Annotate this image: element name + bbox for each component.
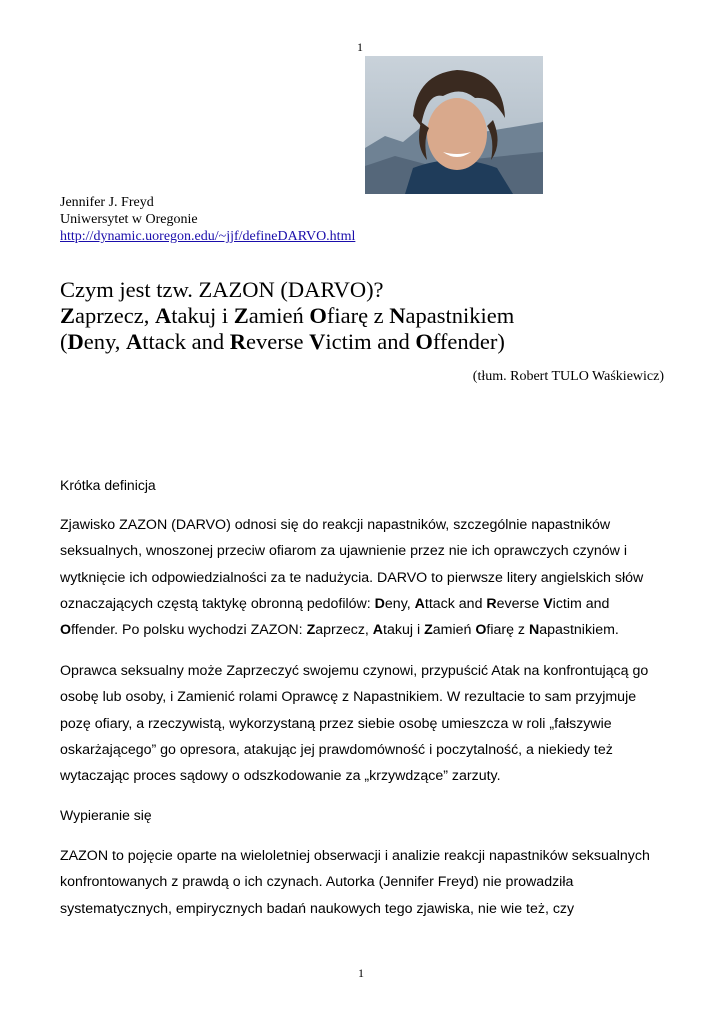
title-line-2-segment-text: amień — [248, 303, 310, 328]
zazon-segment-text: apastnikiem. — [539, 622, 619, 639]
title-line-3-segment-text: everse — [246, 329, 310, 354]
document-title — [60, 277, 514, 355]
paragraph-definition — [60, 512, 666, 643]
title-line-3-segment-initial: D — [67, 329, 84, 354]
author-photo — [365, 56, 543, 194]
title-line-3-segment-initial: R — [229, 329, 246, 354]
title-line-2-segment-text: aprzecz, — [75, 303, 155, 328]
title-line-1: Czym jest tzw. ZAZON (DARVO)? — [60, 277, 384, 302]
title-line-3-segment-initial: A — [126, 329, 143, 354]
title-line-2-segment-text: fiarę z — [326, 303, 390, 328]
title-line-2-segment-initial: Z — [60, 303, 76, 328]
title-line-2-segment-text: apastnikiem — [405, 303, 515, 328]
title-line-2-segment-initial: O — [309, 303, 327, 328]
paragraph-offender-reaction: Oprawca seksualny może Zaprzeczyć swojemu czynowi, przypuścić Atak na konfrontującą go osobę lub osoby, i Zamienić rolami Oprawcę z Napastnikiem. W rezultacie to sam przyjmuje pozę ofiary, a rzeczywistą, wykorzystaną przez siebie osobę umieszcza w roli „fałszywie oskarżającego” go opresora, atakując jej prawdomówność i poczytalność, a niekiedy też wytaczając proces sądowy o odszkodowanie za „krzywdzące” zarzuty. — [60, 663, 649, 785]
darvo-segment-initial: A — [414, 595, 425, 612]
page-number-bottom: 1 — [358, 966, 364, 980]
zazon-segment-text: fiarę z — [486, 622, 529, 639]
darvo-segment-text: ttack and — [424, 595, 487, 612]
title-line-2-segment-text: takuj i — [171, 303, 234, 328]
author-affiliation: Uniwersytet w Oregonie — [60, 212, 198, 227]
title-line-2-segment-initial: N — [389, 303, 406, 328]
darvo-segment-text: everse — [496, 595, 544, 612]
author-info — [60, 194, 355, 245]
zazon-segment-initial: O — [475, 622, 487, 639]
darvo-segment-text: ictim and — [552, 595, 610, 612]
zazon-segment-text: aprzecz, — [315, 622, 373, 639]
darvo-segment-initial: R — [486, 595, 497, 612]
section-heading-definition: Krótka definicja — [60, 477, 156, 493]
title-line-2-segment-initial: Z — [233, 303, 249, 328]
zazon-segment-initial: Z — [424, 622, 433, 639]
zazon-segment-initial: N — [528, 622, 540, 639]
title-line-3-segment-text: ictim and — [325, 329, 416, 354]
darvo-segment-text: eny, — [384, 595, 415, 612]
darvo-segment-text: ffender. Po polsku wychodzi ZAZON: — [71, 622, 307, 639]
paragraph-definition-intro: Zjawisko ZAZON (DARVO) odnosi się do reakcji napastników, szczególnie napastników seksualnych, wnoszonej przeciw ofiarom za ujawnienie przez nie ich oprawczych czynów i wytknięcie ich odpowiedzialności za te nadużycia. DARVO to pierwsze litery angielskich słów oznaczających częstą taktykę obronną pedofilów: — [60, 517, 644, 612]
zazon-segment-text: amień — [432, 622, 476, 639]
source-link[interactable]: http://dynamic.uoregon.edu/~jjf/defineDARVO.html — [60, 229, 356, 244]
title-line-3 — [60, 329, 514, 355]
darvo-segment-initial: O — [60, 622, 72, 639]
title-line-3-segment-initial: V — [309, 329, 326, 354]
zazon-expansion-polish — [307, 622, 619, 638]
page-number-top: 1 — [357, 40, 363, 54]
author-name: Jennifer J. Freyd — [60, 195, 154, 210]
title-line-3-segment-text: ffender) — [432, 329, 505, 354]
translator-credit: (tłum. Robert TULO Waśkiewicz) — [472, 369, 664, 384]
title-line-3-segment-text: eny, — [83, 329, 127, 354]
zazon-segment-text: takuj i — [383, 622, 425, 639]
zazon-segment-initial: Z — [306, 622, 316, 639]
title-line-2 — [60, 303, 514, 329]
title-line-2-segment-initial: A — [154, 303, 172, 328]
paragraph-concept-basis: ZAZON to pojęcie oparte na wieloletniej obserwacji i analizie reakcji napastników seksualnych konfrontowanych z prawdą o ich czynach. Autorka (Jennifer Freyd) nie prowadziła systematycznych, empirycznych badań naukowych tego zjawiska, nie wie też, czy — [60, 848, 650, 917]
darvo-segment-initial: D — [374, 595, 385, 612]
title-line-3-segment-initial: O — [415, 329, 433, 354]
title-line-3-segment-text: ttack and — [142, 329, 230, 354]
zazon-segment-initial: A — [372, 622, 384, 639]
darvo-segment-initial: V — [543, 595, 553, 612]
section-heading-denial: Wypieranie się — [60, 807, 152, 823]
title-line-3-segment-text: ( — [60, 329, 68, 354]
